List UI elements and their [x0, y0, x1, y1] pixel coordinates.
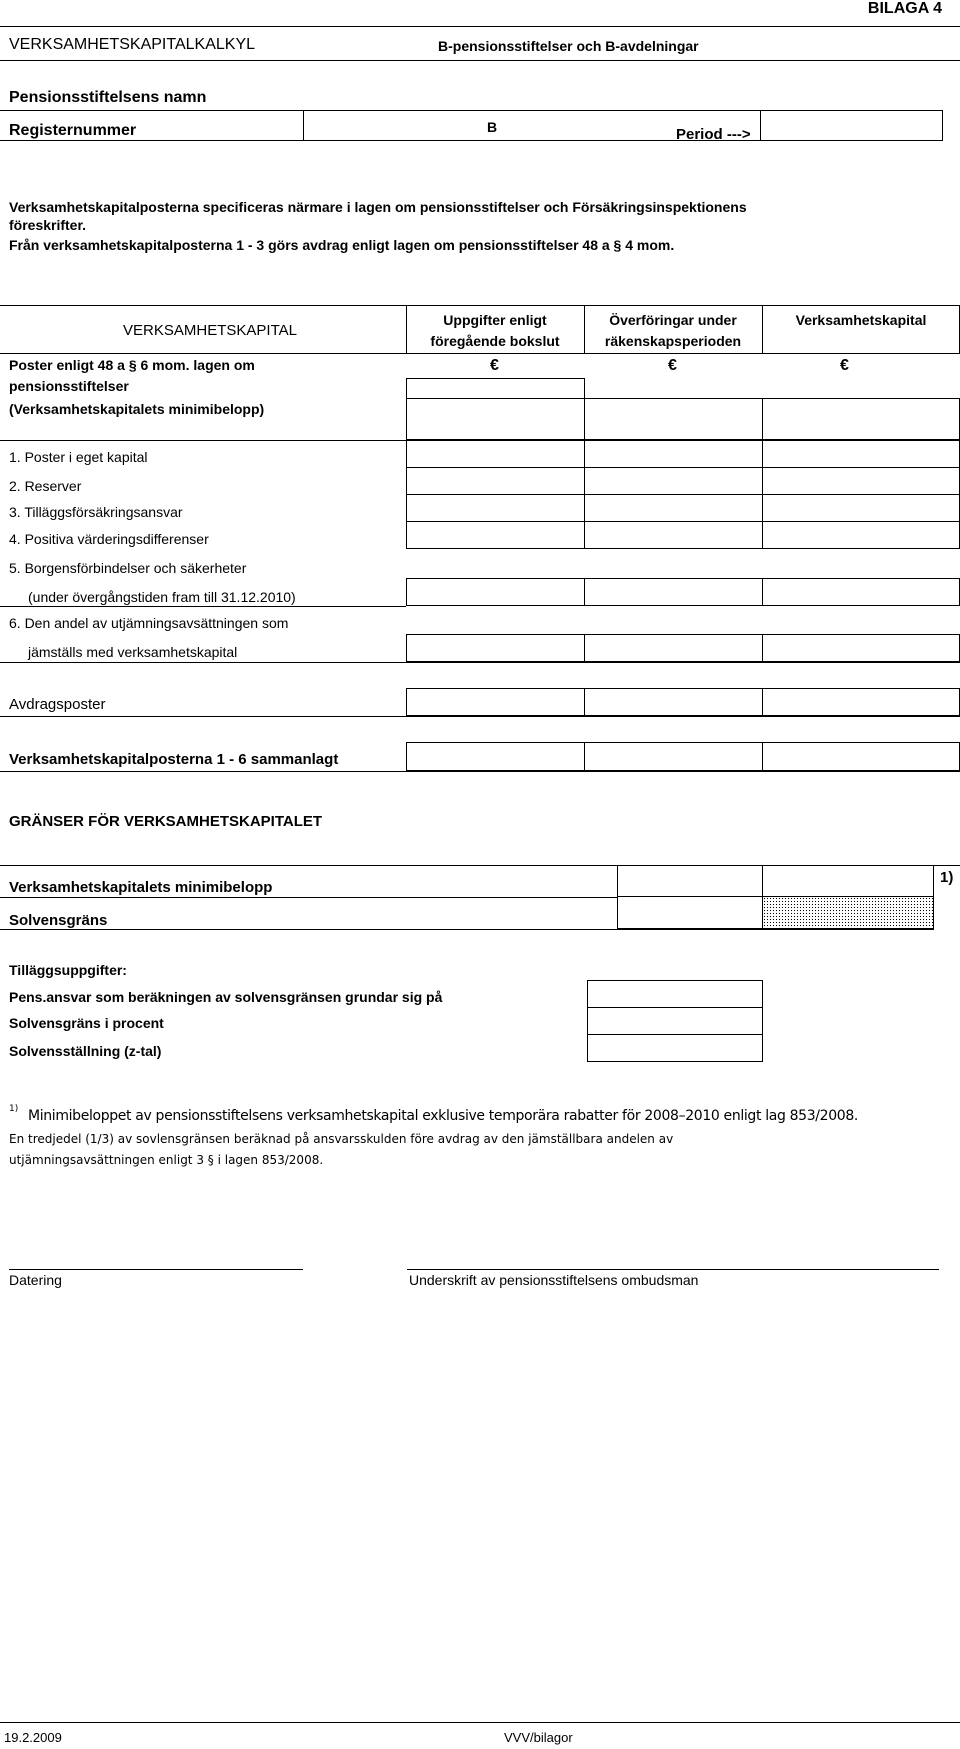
row-divider: [0, 771, 960, 772]
register-number-input[interactable]: [305, 111, 483, 139]
minimum-label: (Verksamhetskapitalets minimibelopp): [9, 401, 265, 417]
row-label: (under övergångstiden fram till 31.12.2010): [28, 589, 296, 605]
limits-heading: GRÄNSER FÖR VERKSAMHETSKAPITALET: [9, 813, 323, 830]
row-label: 6. Den andel av utjämningsavsättningen som: [9, 615, 289, 631]
footnote-text: En tredjedel (1/3) av sovlensgränsen beräknad på ansvarsskulden före avdrag av den jämställbara andelen av: [9, 1132, 674, 1146]
solvency-z-input[interactable]: [587, 1034, 763, 1062]
footnote-text: Minimibeloppet av pensionsstiftelsens verksamhetskapital exklusive temporära rabatter för 2008–2010 enligt lag 853/2008.: [28, 1108, 858, 1124]
cell-input[interactable]: [406, 398, 585, 440]
row-6-input[interactable]: [406, 634, 585, 662]
date-signature-line: [9, 1269, 303, 1270]
row-5-capital-input[interactable]: [762, 578, 960, 606]
extra-item: Solvensställning (z-tal): [9, 1043, 162, 1059]
intro-line: föreskrifter.: [9, 217, 87, 233]
period-input[interactable]: [761, 111, 942, 139]
row-2-input[interactable]: [406, 467, 585, 495]
row-label: 5. Borgensförbindelser och säkerheter: [9, 560, 247, 576]
date-field[interactable]: [9, 1240, 303, 1268]
column-capital-header: Verksamhetskapital: [795, 312, 927, 328]
foundation-name-label: Pensionsstiftelsens namn: [9, 89, 207, 106]
row-4-input[interactable]: [406, 521, 585, 549]
divider: [0, 60, 960, 61]
minimum-label: pensionsstiftelser: [9, 378, 129, 394]
attachment-label: BILAGA 4: [867, 0, 942, 17]
register-prefix: B: [487, 119, 498, 135]
euro-symbol: €: [490, 357, 499, 374]
row-2-transfer-input[interactable]: [584, 467, 763, 495]
footnote-text: utjämningsavsättningen enligt 3 § i lagen 853/2008.: [9, 1153, 324, 1167]
footer-date: 19.2.2009: [4, 1730, 62, 1745]
total-input[interactable]: [406, 742, 585, 771]
deductions-transfer-input[interactable]: [584, 688, 763, 716]
capital-heading: VERKSAMHETSKAPITAL: [123, 322, 297, 339]
euro-symbol: €: [668, 357, 677, 374]
row-5-input[interactable]: [406, 578, 585, 606]
signature-field[interactable]: [407, 1240, 939, 1268]
cell-input[interactable]: [584, 398, 763, 440]
period-label: Period --->: [676, 126, 751, 143]
row-divider: [0, 606, 406, 607]
euro-symbol: €: [840, 357, 849, 374]
row-divider: [0, 929, 934, 930]
divider: [0, 26, 960, 27]
foundation-name-input[interactable]: [303, 78, 943, 110]
row-label: 3. Tilläggsförsäkringsansvar: [9, 504, 183, 520]
minimum-amount-input[interactable]: [617, 865, 763, 897]
column-transfers-header: räkenskapsperioden: [604, 333, 742, 349]
deductions-capital-input[interactable]: [762, 688, 960, 716]
date-label: Datering: [9, 1272, 62, 1288]
solvency-input[interactable]: [617, 896, 763, 929]
row-6-transfer-input[interactable]: [584, 634, 763, 662]
extra-item: Solvensgräns i procent: [9, 1015, 164, 1031]
row-label: 2. Reserver: [9, 478, 82, 494]
minimum-amount-input-2[interactable]: [762, 865, 934, 897]
solvency-disabled-cell: [762, 896, 934, 929]
intro-line: Verksamhetskapitalposterna specificeras närmare i lagen om pensionsstiftelser och Försäkringsinspektionens: [9, 199, 747, 215]
pension-liability-input[interactable]: [587, 980, 763, 1008]
column-prior-header: föregående bokslut: [430, 333, 560, 349]
row-label: 1. Poster i eget kapital: [9, 449, 148, 465]
signature-line: [407, 1269, 939, 1270]
solvency-percent-input[interactable]: [587, 1007, 763, 1035]
field-border: [0, 140, 943, 141]
row-4-capital-input[interactable]: [762, 521, 960, 549]
row-2-capital-input[interactable]: [762, 467, 960, 495]
row-divider: [0, 662, 960, 663]
cell-input[interactable]: [406, 378, 585, 399]
row-6-capital-input[interactable]: [762, 634, 960, 662]
row-3-transfer-input[interactable]: [584, 494, 763, 522]
intro-line: Från verksamhetskapitalposterna 1 - 3 görs avdrag enligt lagen om pensionsstiftelser 48 a § 4 mom.: [9, 237, 675, 253]
cell-input[interactable]: [762, 398, 960, 440]
solvency-label: Solvensgräns: [9, 912, 108, 929]
row-5-transfer-input[interactable]: [584, 578, 763, 606]
total-transfer-input[interactable]: [584, 742, 763, 771]
row-1-capital-input[interactable]: [762, 440, 960, 468]
row-1-transfer-input[interactable]: [584, 440, 763, 468]
extra-heading: Tilläggsuppgifter:: [9, 962, 127, 978]
footer-divider: [0, 1722, 960, 1723]
column-prior-header: Uppgifter enligt: [443, 312, 547, 328]
footer-ref: VVV/bilagor: [504, 1730, 573, 1745]
total-label: Verksamhetskapitalposterna 1 - 6 sammanlagt: [9, 751, 339, 768]
signature-label: Underskrift av pensionsstiftelsens ombudsman: [409, 1272, 699, 1288]
column-transfers-header: Överföringar under: [609, 312, 737, 328]
footnote-marker: 1): [9, 1104, 19, 1114]
field-border: [942, 110, 943, 140]
row-label: 4. Positiva värderingsdifferenser: [9, 531, 209, 547]
row-1-input[interactable]: [406, 440, 585, 468]
extra-item: Pens.ansvar som beräkningen av solvensgränsen grundar sig på: [9, 989, 443, 1005]
deductions-input[interactable]: [406, 688, 585, 716]
minimum-label: Poster enligt 48 a § 6 mom. lagen om: [9, 357, 255, 373]
form-title: VERKSAMHETSKAPITALKALKYL: [9, 36, 256, 53]
table-top-border: [0, 305, 960, 306]
row-divider: [0, 716, 960, 717]
register-number-label: Registernummer: [9, 122, 137, 139]
minimum-amount-label: Verksamhetskapitalets minimibelopp: [9, 879, 273, 896]
table-border: [0, 353, 960, 354]
row-3-capital-input[interactable]: [762, 494, 960, 522]
row-3-input[interactable]: [406, 494, 585, 522]
footnote-ref: 1): [940, 869, 954, 886]
row-label: jämställs med verksamhetskapital: [28, 644, 238, 660]
row-4-transfer-input[interactable]: [584, 521, 763, 549]
total-capital-input[interactable]: [762, 742, 960, 771]
deductions-label: Avdragsposter: [9, 696, 106, 713]
form-subtitle: B-pensionsstiftelser och B-avdelningar: [438, 38, 699, 54]
